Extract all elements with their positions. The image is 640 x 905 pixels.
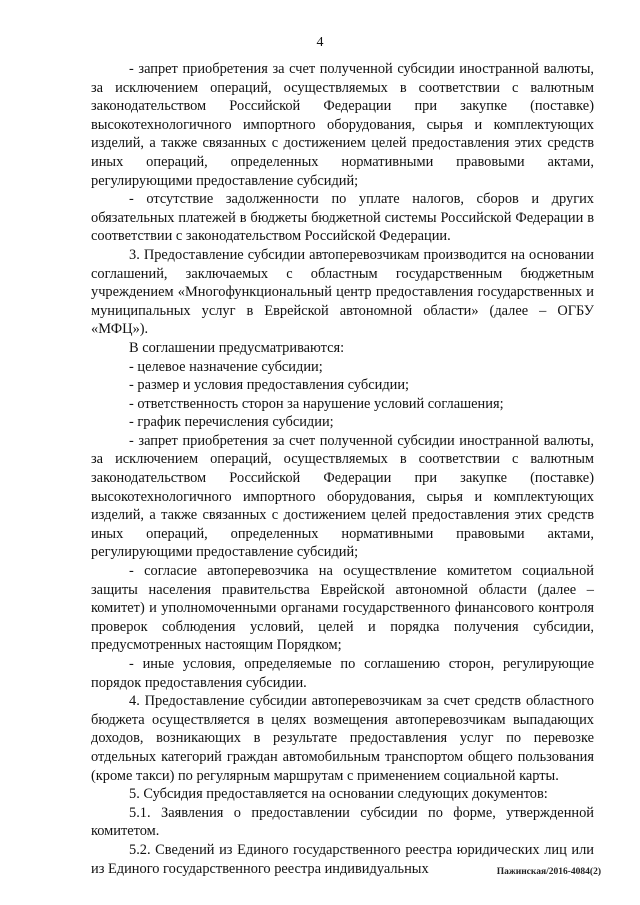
list-item-purpose: - целевое назначение субсидии; — [129, 358, 323, 375]
paragraph-section-4: 4. Предоставление субсидии автоперевозчикам за счет средств областного бюджета осуществляется в целях возмещения автоперевозчикам выпадающих доходов, возникающих в результате предоставления услуг по перевозке отдельных категорий граждан автомобильным транспортом общего пользования (кроме такси) по регулярным маршрутам с применением социальной карты. — [91, 693, 594, 784]
paragraph-no-tax-debt: - отсутствие задолженности по уплате налогов, сборов и других обязательных платежей в бюджеты бюджетной системы Российской Федерации в соответствии с законодательством Российской Федерации. — [91, 191, 594, 245]
list-item-amount-conditions: - размер и условия предоставления субсидии; — [129, 377, 410, 394]
page-number: 4 — [316, 35, 324, 50]
paragraph-section-5-2: 5.2. Сведений из Единого государственного реестра юридических лиц или из Единого государственного реестра индивидуальных — [91, 841, 594, 877]
paragraph-section-3: 3. Предоставление субсидии автоперевозчикам производится на основании соглашений, заключаемых с областным государственным бюджетным учреждением «Многофункциональный центр предоставления государственных и муниципальных услуг в Еврейской автономной области» (далее – ОГБУ «МФЦ»). — [91, 246, 594, 338]
list-item-payment-schedule: - график перечисления субсидии; — [129, 414, 334, 431]
document-body — [91, 60, 594, 878]
list-item-other-conditions: - иные условия, определяемые по соглашению сторон, регулирующие порядок предоставления субсидии. — [91, 656, 594, 691]
list-item-currency-ban-2: - запрет приобретения за счет полученной субсидии иностранной валюты, за исключением операций, осуществляемых в соответствии с валютным законодательством Российской Федерации при закупке (поставке) высокотехнологичного импортного оборудования, сырья и комплектующих изделий, а также связанных с достижением целей предоставления этих средств иных операций, определенных нормативными правовыми актами, регулирующими предоставление субсидий; — [91, 432, 594, 561]
list-item-responsibility: - ответственность сторон за нарушение условий соглашения; — [129, 395, 504, 412]
paragraph-section-5: 5. Субсидия предоставляется на основании следующих документов: — [129, 786, 548, 803]
paragraph-currency-ban-1: - запрет приобретения за счет полученной субсидии иностранной валюты, за исключением операций, осуществляемых в соответствии с валютным законодательством Российской Федерации при закупке (поставке) высокотехнологичного импортного оборудования, сырья и комплектующих изделий, а также связанных с достижением целей предоставления этих средств иных операций, определенных нормативными правовыми актами, регулирующими предоставление субсидий; — [91, 61, 594, 189]
paragraph-agreement-intro: В соглашении предусматриваются: — [129, 339, 345, 356]
footer-document-code: Пажинская/2016-4084(2) — [496, 867, 601, 877]
list-item-consent-to-audit: - согласие автоперевозчика на осуществление комитетом социальной защиты населения правительства Еврейской автономной области (далее – комитет) и уполномоченными органами государственного финансового контроля проверок соблюдения условий, целей и порядка получения субсидии, предусмотренных настоящим Порядком; — [91, 563, 594, 654]
paragraph-section-5-1: 5.1. Заявления о предоставлении субсидии по форме, утвержденной комитетом. — [91, 804, 594, 840]
